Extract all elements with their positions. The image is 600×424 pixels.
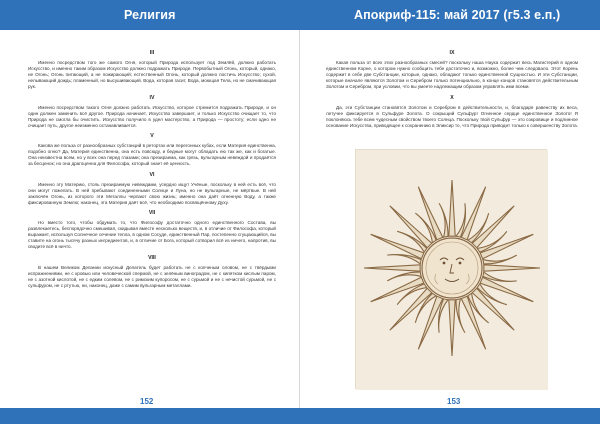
sun-face-engraving-icon — [355, 149, 547, 389]
paragraph: Но вместо того, чтобы обдумать то, что Философу достаточно одного единственного Состава, вы развлекаетесь, беспорядочно смешивая, скидывая вместе несколько веществ, и, в отличие от Философа, который выражает, используя Солнечное сечение тепла, в одном Сосуде, единственный Пар, постепенно сгущающийся, вы ставите на огонь тысячу разных ингредиентов, и, в отличие от Бога, который сотворил всё из ничего, напротив, вы сводите всё в ничто. — [28, 220, 276, 250]
paragraph: Именно посредством такого Огня должно работать Искусство, которое стремится подражать Природе, и он один должен заменить всё другое. Природа начинает, Искусство завершает, и только Искусство очищает то, что Природа не смогла бы очистить. Искусство получило в удел мастерство, а Природа — простоту; если одно не очищает путь, другое неизменно останавливается. — [28, 104, 276, 128]
right-body — [326, 46, 578, 131]
right-page-number: 153 — [447, 397, 461, 406]
left-header-title: Религия — [124, 8, 176, 22]
section-numeral: VII — [148, 209, 156, 216]
paragraph: Какова же польза от разнообразных субстанций в ретортах или перегонных кубах, если Материя единственна, подобно огню? Да, Материя единственна, она есть повсюду, и бедные могут обладать ею так же, как и богатые. Она неизвестна всем, но у всех она перед глазами; она презираема, как грязь, вульгарным невеждой и продаётся за бесценок; но она драгоценна для Философа, который знает её ценность. — [28, 143, 276, 167]
paragraph: Да, эти Субстанции становятся Золотом и Серебром в действительности, и, благодаря равенству их веса, летучее фиксируется в Сульфуре Золота. О сокрыщий Сульфур! Огненное сердце единственное Золото! Я поклоняюсь тебе всем чудесным свойством твоего Солнца. Поскольку твой Сульфур — это сокровище и подлинное основание Искусства, приводящее к сохранению в Эликсир то, что Природа приводит только к совершенству Золота. — [326, 104, 578, 128]
left-page-number: 152 — [140, 397, 154, 406]
paragraph: Какая польза от всех этих разнообразных смесей? поскольку наша Наука содержит весь Магистерий в одном единственном Корне, о котором нужно сообщить тебе достаточно и, возможно, более чем следовало. Этот Корень содержит в себе две Субстанции, которые, однако, обладают только единственной Сущностью. И эти Субстанции, которые вначале являются Золотом и Серебром только потенциально, в конце концов становятся действительным Золотом и Серебром, при условии, что вы умеете надлежащим образом управлять ими всеми. — [326, 60, 578, 90]
paragraph: Именно посредством того же самого Огня, который Природа использует под Землёй, должно работать Искусство, и именно таким образом Искусство должно подражать Природе. Первобытный Огонь, который, однако, не Огонь; Огонь питающий, а не пожирающий; естественный Огонь, который должно постичь Искусство; сухой, нелывающий дождь; пламенный, но высушивающий. Вода, которая гасит, Вода, моющая Тела, но не смачивающая рук. — [28, 60, 276, 90]
paragraph: В нашем Великом Делании искусный Делатель будет работать не с копченым оловом, не с твёрдыми испражнениями, не с кровью или человеческой спермой, не с зелёным виноградом, не с кипятком кислым паром, не с азотной кислотой, не с едким солевом, не с римским купоросом, не с сурьмой и не с нечистой сурьмой, не с сульфуром, не с ртутью, ни, наконец, даже с самим вульгарным металлами. — [28, 264, 276, 288]
section-numeral: III — [149, 50, 155, 56]
section-numeral: VI — [149, 171, 155, 178]
section-numeral: V — [150, 133, 154, 140]
section-numeral: IV — [149, 94, 155, 101]
left-body — [28, 46, 276, 291]
left-footer-bar — [0, 408, 300, 424]
section-numeral: X — [450, 94, 454, 101]
left-header — [0, 0, 300, 30]
section-numeral: VIII — [148, 254, 156, 261]
right-footer-bar — [300, 408, 600, 424]
section-numeral: IX — [449, 50, 455, 56]
right-header-title: Апокриф-115: май 2017 (г5.3 е.п.) — [354, 8, 561, 22]
right-header — [300, 0, 600, 30]
right-page — [300, 0, 600, 424]
paragraph: Именно эту Материю, столь презираемую невеждами, усердно ищут Учёные, поскольку в ней есть всё, что они могут пожелать. В ней пребывают соединенными Солнце и Луна, но не вульгарные, не мёртвые. В ней заключён Огонь, из которого эти Металлы черпают свою жизнь; именно она даёт огненную Воду, а также фиксированную Землю; наконец, эта Материя даёт всё, что необходимо посвящённому Духу. — [28, 181, 276, 205]
